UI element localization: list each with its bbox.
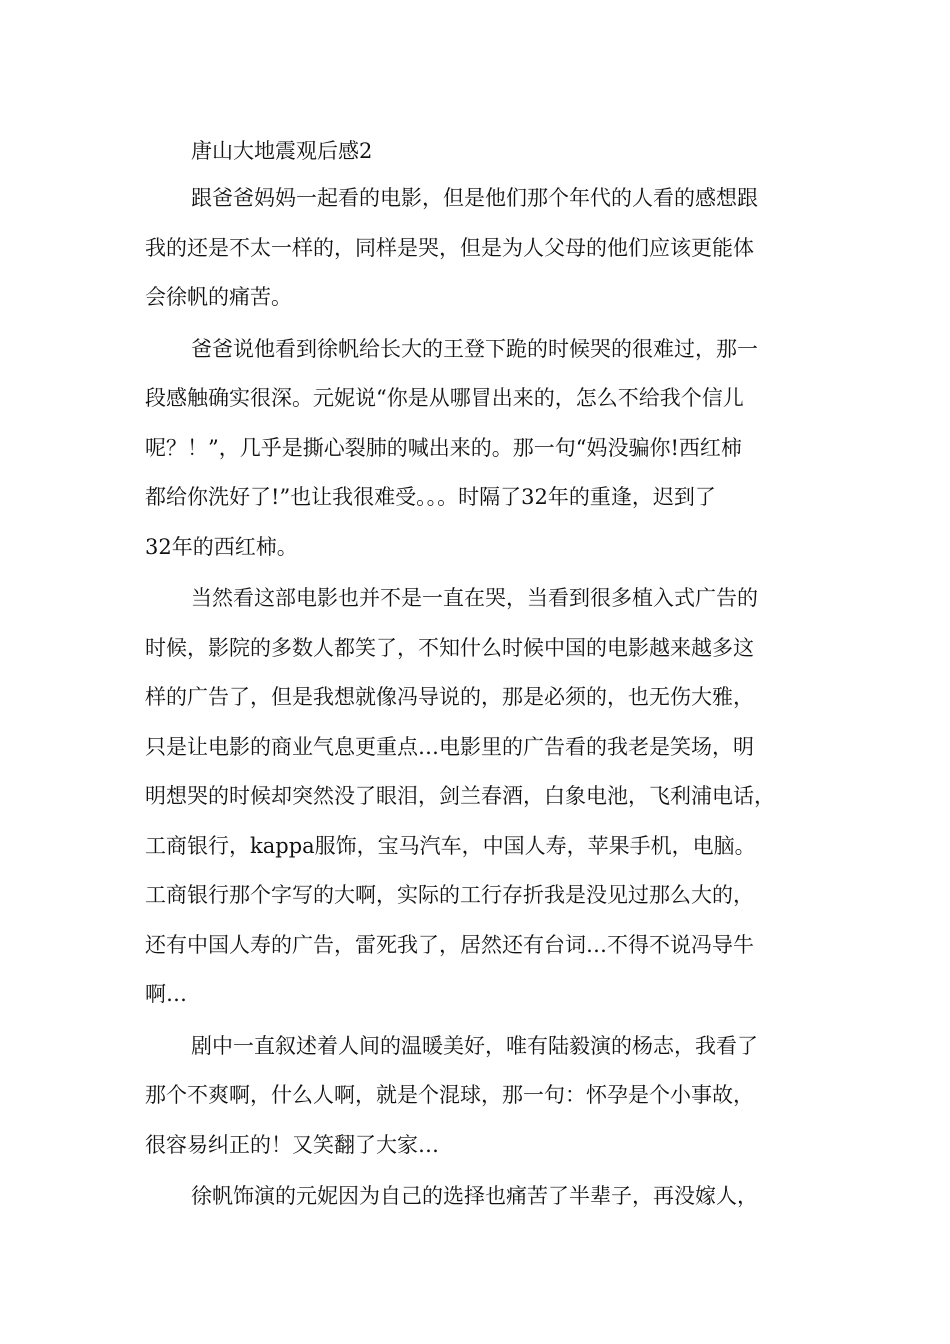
text-line: 剧中一直叙述着人间的温暖美好，唯有陆毅演的杨志，我看了: [191, 1033, 758, 1058]
text-line: 工商银行那个字写的大啊，实际的工行存折我是没见过那么大的，: [145, 883, 754, 907]
paragraph-5: [145, 1172, 810, 1222]
text-line: 段感触确实很深。元妮说“你是从哪冒出来的，怎么不给我个信儿: [145, 386, 744, 410]
text-line: 时候，影院的多数人都笑了，不知什么时候中国的电影越来越多这: [145, 635, 754, 660]
text-line: 当然看这部电影也并不是一直在哭，当看到很多植入式广告的: [191, 586, 758, 610]
text-line: 那个不爽啊，什么人啊，就是个混球，那一句：怀孕是个小事故，: [145, 1083, 754, 1107]
text-line: 爸爸说他看到徐帆给长大的王登下跪的时候哭的很难过，那一: [191, 336, 758, 361]
text-line: 还有中国人寿的广告，雷死我了，居然还有台词…不得不说冯导牛: [145, 932, 754, 957]
paragraph-4: [145, 1022, 810, 1171]
text-line: 明想哭的时候却突然没了眼泪，剑兰春酒，白象电池，飞利浦电话，: [145, 784, 775, 808]
paragraph-2: [145, 325, 810, 573]
text-line: 啊…: [145, 982, 187, 1006]
document-body: [145, 128, 810, 1222]
paragraph-1: [145, 174, 810, 323]
text-line: 我的还是不太一样的，同样是哭，但是为人父母的他们应该更能体: [145, 235, 754, 260]
text-line: 徐帆饰演的元妮因为自己的选择也痛苦了半辈子，再没嫁人，: [191, 1184, 758, 1208]
text-line: 都给你洗好了!”也让我很难受。。。时隔了32年的重逢，迟到了: [145, 485, 716, 509]
text-line: 工商银行，kappa服饰，宝马汽车，中国人寿，苹果手机，电脑。: [145, 833, 756, 858]
text-line: 样的广告了，但是我想就像冯导说的，那是必须的，也无伤大雅，: [145, 685, 754, 709]
document-title: 唐山大地震观后感2: [191, 139, 373, 163]
text-line: 很容易纠正的！又笑翻了大家…: [145, 1132, 439, 1157]
text-line: 跟爸爸妈妈一起看的电影，但是他们那个年代的人看的感想跟: [191, 186, 758, 210]
text-line: 呢？！”，几乎是撕心裂肺的喊出来的。那一句“妈没骗你!西红柿: [145, 435, 742, 460]
text-line: 会徐帆的痛苦。: [145, 285, 292, 309]
text-line: 32年的西红柿。: [145, 534, 298, 559]
text-line: 只是让电影的商业气息更重点…电影里的广告看的我老是笑场，明: [145, 734, 754, 759]
paragraph-3: [145, 574, 810, 1020]
